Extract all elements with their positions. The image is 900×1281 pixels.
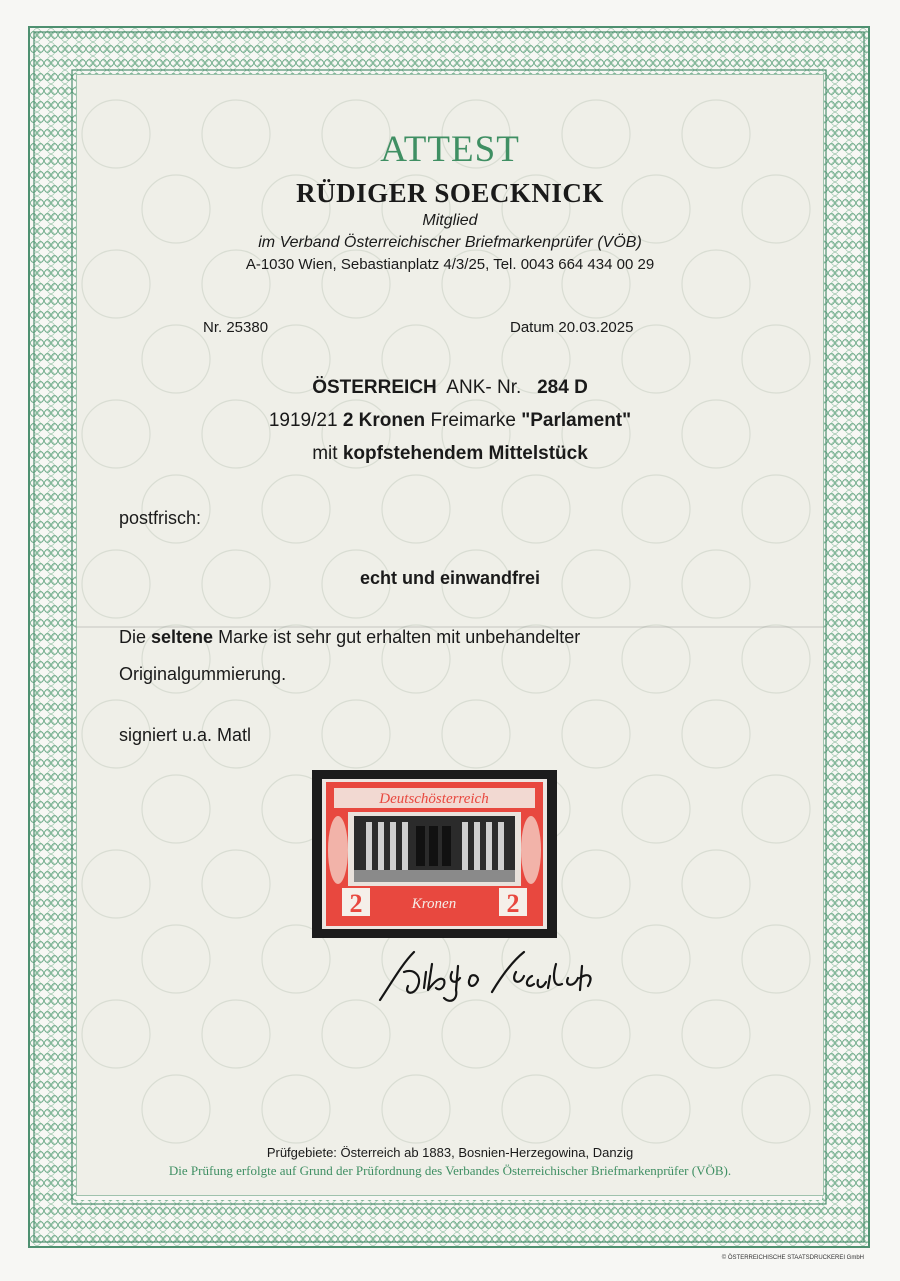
stamp-catalog-line bbox=[0, 377, 900, 399]
certificate-title: ATTEST bbox=[380, 129, 520, 170]
condition-text: postfrisch: bbox=[119, 508, 202, 528]
printer-imprint: © ÖSTERREICHISCHE STAATSDRUCKEREI GmbH bbox=[721, 1255, 864, 1261]
stamp-type: Freimarke bbox=[430, 410, 516, 431]
description-line-1 bbox=[119, 627, 580, 648]
examiner-name: RÜDIGER SOECKNICK bbox=[296, 178, 604, 208]
association-line: im Verband Österreichischer Briefmarkenprüfer (VÖB) bbox=[258, 234, 642, 251]
verdict-text: echt und einwandfrei bbox=[359, 568, 541, 588]
stamp-top-text: Deutschösterreich bbox=[379, 791, 489, 807]
signed-note: signiert u.a. Matl bbox=[119, 725, 252, 745]
desc-bold: seltene bbox=[151, 627, 214, 647]
description-line-2: Originalgummierung. bbox=[119, 664, 287, 684]
certificate-date bbox=[510, 319, 633, 336]
certificate-number bbox=[203, 319, 268, 336]
nr-value: 25380 bbox=[226, 319, 269, 336]
stamp-value-word: Kronen bbox=[411, 896, 457, 912]
stamp-value-left: 2 bbox=[349, 889, 363, 918]
stamp-variety-line bbox=[0, 443, 900, 465]
examination-scope: Prüfgebiete: Österreich ab 1883, Bosnien-Herzegowina, Danzig bbox=[266, 1145, 634, 1160]
stamp-value-right: 2 bbox=[506, 889, 520, 918]
regulation-note: Die Prüfung erfolgte auf Grund der Prüfordnung des Verbandes Österreichischer Briefmarkenprüfer (VÖB). bbox=[168, 1163, 732, 1178]
stamp-description-line bbox=[0, 410, 900, 432]
member-label: Mitglied bbox=[422, 212, 478, 229]
datum-label: Datum bbox=[510, 319, 555, 336]
stamp-illustration bbox=[312, 770, 557, 938]
desc-b: Marke ist sehr gut erhalten mit unbehandelter bbox=[218, 627, 581, 647]
variety: kopfstehendem Mittelstück bbox=[342, 443, 588, 464]
variety-prefix: mit bbox=[312, 443, 338, 464]
denomination: 2 Kronen bbox=[342, 410, 426, 431]
stamp-name: "Parlament" bbox=[521, 410, 632, 431]
desc-a: Die bbox=[119, 627, 147, 647]
examiner-address: A-1030 Wien, Sebastianplatz 4/3/25, Tel. 0043 664 434 00 29 bbox=[245, 256, 655, 273]
ank-value: 284 D bbox=[537, 377, 588, 398]
datum-value: 20.03.2025 bbox=[558, 319, 634, 336]
handwritten-signature bbox=[374, 942, 620, 1008]
ank-label: ANK- Nr. bbox=[446, 377, 522, 398]
stamp-photo bbox=[312, 770, 557, 938]
issue-year: 1919/21 bbox=[268, 410, 338, 431]
country: ÖSTERREICH bbox=[312, 377, 437, 398]
nr-label: Nr. bbox=[203, 319, 223, 336]
